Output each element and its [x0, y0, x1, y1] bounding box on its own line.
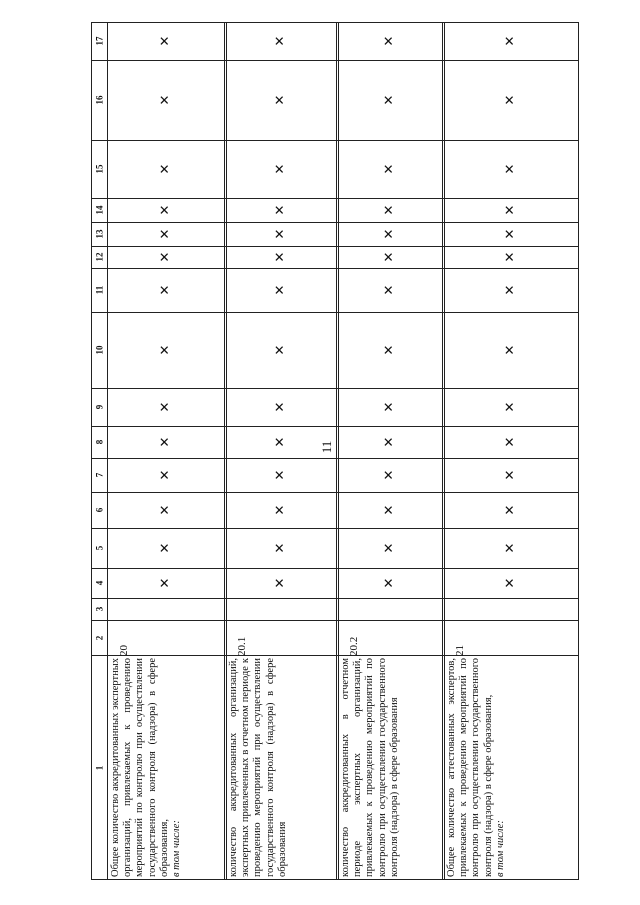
header-row-divider: [107, 22, 108, 880]
row-description: [110, 658, 222, 877]
x-mark-icon: ✕: [273, 469, 288, 481]
description-text: количество аккредитованных организаций, экспертных привлеченных в отчетном периоде к проведению мероприятий при осуществлении государственного контроля (надзора) в сфере образования: [228, 658, 288, 877]
x-mark-icon: ✕: [382, 35, 397, 47]
x-mark-icon: ✕: [503, 35, 518, 47]
x-mark-icon: ✕: [273, 204, 288, 216]
column-header-17: 17: [94, 36, 104, 46]
row-description: [446, 658, 576, 877]
column-header-9: 9: [94, 404, 104, 410]
row-divider: [444, 22, 445, 880]
column-header-3: 3: [94, 606, 104, 612]
column-divider: [91, 458, 579, 459]
x-mark-icon: ✕: [382, 436, 397, 448]
column-divider: [91, 568, 579, 569]
column-divider: [91, 492, 579, 493]
row-divider: [338, 22, 339, 880]
column-header-16: 16: [94, 95, 104, 105]
x-mark-icon: ✕: [273, 344, 288, 356]
x-mark-icon: ✕: [503, 284, 518, 296]
x-mark-icon: ✕: [273, 284, 288, 296]
x-mark-icon: ✕: [382, 542, 397, 554]
x-mark-icon: ✕: [503, 228, 518, 240]
x-mark-icon: ✕: [503, 469, 518, 481]
description-note: в том числе:: [171, 820, 183, 877]
x-mark-icon: ✕: [503, 401, 518, 413]
column-header-4: 4: [94, 580, 104, 586]
description-text: Общее количество аттестованных экспертов, привлекаемых к проведению мероприятий по контролю при осуществлении государственного контроля (надзора) в сфере образования,: [446, 658, 494, 877]
row-code: 21: [454, 645, 466, 656]
x-mark-icon: ✕: [382, 504, 397, 516]
row-divider: [442, 22, 443, 880]
x-mark-icon: ✕: [158, 577, 173, 589]
x-mark-icon: ✕: [158, 228, 173, 240]
x-mark-icon: ✕: [382, 284, 397, 296]
column-divider: [91, 268, 579, 269]
x-mark-icon: ✕: [382, 344, 397, 356]
x-mark-icon: ✕: [158, 94, 173, 106]
x-mark-icon: ✕: [158, 401, 173, 413]
x-mark-icon: ✕: [382, 204, 397, 216]
x-mark-icon: ✕: [503, 504, 518, 516]
row-code: 20: [118, 645, 130, 656]
x-mark-icon: ✕: [158, 344, 173, 356]
row-divider: [226, 22, 227, 880]
x-mark-icon: ✕: [503, 436, 518, 448]
x-mark-icon: ✕: [382, 251, 397, 263]
x-mark-icon: ✕: [158, 204, 173, 216]
x-mark-icon: ✕: [273, 436, 288, 448]
x-mark-icon: ✕: [273, 542, 288, 554]
x-mark-icon: ✕: [158, 163, 173, 175]
row-code: 20.1: [236, 636, 248, 656]
x-mark-icon: ✕: [382, 469, 397, 481]
report-table: [91, 22, 579, 880]
column-header-1: 1: [94, 765, 104, 770]
column-header-11: 11: [93, 285, 104, 295]
x-mark-icon: ✕: [382, 163, 397, 175]
column-divider: [91, 655, 579, 656]
column-divider: [91, 222, 579, 223]
x-mark-icon: ✕: [273, 35, 288, 47]
x-mark-icon: ✕: [273, 577, 288, 589]
row-description: [340, 658, 440, 877]
x-mark-icon: ✕: [273, 163, 288, 175]
column-divider: [91, 246, 579, 247]
column-divider: [91, 140, 579, 141]
x-mark-icon: ✕: [273, 504, 288, 516]
row-description: [228, 658, 334, 877]
x-mark-icon: ✕: [158, 542, 173, 554]
description-text: количество аккредитованных в отчетном периоде экспертных организаций, привлекаемых к проведению мероприятий по контролю при осуществлении государственного контроля (надзора) в сфере образования: [340, 658, 400, 877]
description-note: в том числе:: [494, 820, 506, 877]
column-divider: [91, 598, 579, 599]
x-mark-icon: ✕: [503, 542, 518, 554]
x-mark-icon: ✕: [503, 94, 518, 106]
x-mark-icon: ✕: [503, 344, 518, 356]
column-divider: [91, 60, 579, 61]
x-mark-icon: ✕: [382, 401, 397, 413]
column-header-7: 7: [94, 472, 104, 478]
x-mark-icon: ✕: [273, 94, 288, 106]
description-text: Общее количество аккредитованных экспертных организаций, привлекаемых к проведению мероприятий по контролю при осуществлении государственного контроля (надзора) в сфере образования,: [110, 658, 170, 877]
x-mark-icon: ✕: [382, 577, 397, 589]
column-header-6: 6: [94, 507, 104, 513]
x-mark-icon: ✕: [158, 436, 173, 448]
x-mark-icon: ✕: [503, 163, 518, 175]
column-divider: [91, 528, 579, 529]
x-mark-icon: ✕: [382, 94, 397, 106]
x-mark-icon: ✕: [503, 577, 518, 589]
x-mark-icon: ✕: [273, 251, 288, 263]
row-code: 20.2: [348, 636, 360, 656]
column-header-10: 10: [94, 345, 104, 355]
x-mark-icon: ✕: [382, 228, 397, 240]
column-header-8: 8: [94, 439, 104, 445]
x-mark-icon: ✕: [158, 469, 173, 481]
x-mark-icon: ✕: [158, 35, 173, 47]
x-mark-icon: ✕: [503, 204, 518, 216]
page-number: 11: [319, 440, 334, 454]
column-divider: [91, 198, 579, 199]
row-divider: [336, 22, 337, 880]
x-mark-icon: ✕: [503, 251, 518, 263]
x-mark-icon: ✕: [158, 251, 173, 263]
column-header-12: 12: [94, 252, 104, 262]
column-divider: [91, 388, 579, 389]
column-divider: [91, 312, 579, 313]
column-header-5: 5: [94, 545, 104, 551]
x-mark-icon: ✕: [273, 228, 288, 240]
x-mark-icon: ✕: [273, 401, 288, 413]
column-header-14: 14: [94, 205, 104, 215]
column-header-2: 2: [94, 635, 104, 640]
column-divider: [91, 620, 579, 621]
column-header-15: 15: [94, 164, 104, 174]
column-header-13: 13: [94, 229, 104, 239]
x-mark-icon: ✕: [158, 504, 173, 516]
row-divider: [224, 22, 225, 880]
column-divider: [91, 426, 579, 427]
x-mark-icon: ✕: [158, 284, 173, 296]
